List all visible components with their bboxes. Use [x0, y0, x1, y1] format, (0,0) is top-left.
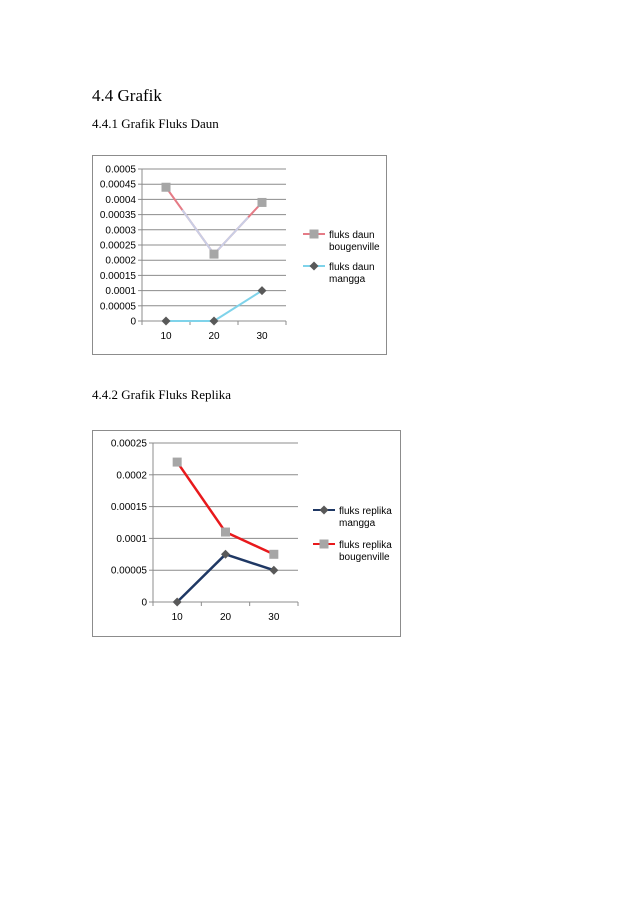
x-tick-label: 10: [171, 612, 183, 623]
chart-fluks-daun: [92, 155, 387, 355]
replika-series-1-point: [173, 458, 182, 467]
y-tick-label: 0.0005: [105, 164, 136, 176]
y-tick-label: 0.00045: [99, 179, 136, 191]
y-tick-label: 0.00005: [99, 301, 136, 313]
replika-series-0-line: [226, 554, 274, 570]
y-tick-label: 0.0003: [105, 225, 136, 237]
replika-legend-1-swatch-marker: [320, 540, 329, 549]
daun-legend-0-swatch-marker: [310, 230, 319, 239]
daun-series-0-point: [162, 183, 171, 192]
x-tick-label: 20: [208, 331, 220, 342]
y-tick-label: 0.0004: [105, 194, 136, 206]
daun-legend-1-label: mangga: [329, 274, 366, 285]
daun-series-1-point: [162, 317, 171, 326]
replika-series-1-line: [177, 462, 225, 532]
replika-series-1-point: [269, 550, 278, 559]
x-tick-label: 30: [256, 331, 268, 342]
replika-legend-1-label: fluks replika: [339, 540, 392, 551]
y-tick-label: 0.0001: [105, 286, 136, 298]
y-tick-label: 0.00005: [110, 565, 147, 577]
y-tick-label: 0.0001: [116, 533, 147, 545]
subheading-fluks-daun: 4.4.1 Grafik Fluks Daun: [92, 116, 219, 131]
x-tick-label: 10: [160, 331, 172, 342]
y-tick-label: 0.0002: [105, 255, 136, 267]
chart-fluks-replika: [92, 430, 401, 637]
daun-legend-0-label: fluks daun: [329, 230, 375, 241]
chart-fluks-daun-svg: [93, 156, 386, 354]
subheading-fluks-replika: 4.4.2 Grafik Fluks Replika: [92, 387, 232, 402]
daun-legend-1-swatch-marker: [310, 262, 319, 271]
replika-legend-1-label: bougenville: [339, 552, 390, 563]
y-tick-label: 0.00015: [99, 270, 136, 282]
x-tick-label: 20: [219, 612, 232, 623]
replika-legend-0-label: fluks replika: [339, 506, 392, 517]
y-tick-label: 0.00025: [99, 240, 136, 252]
y-tick-label: 0: [141, 597, 147, 609]
replika-legend-0-swatch-marker: [320, 506, 329, 515]
daun-series-0-point: [258, 198, 267, 207]
replika-series-1-line: [226, 532, 274, 554]
y-tick-label: 0.00035: [99, 210, 136, 222]
chart-fluks-replika-svg: [93, 431, 400, 636]
daun-series-0-line-blend: [183, 211, 214, 254]
daun-series-0-line-blend: [214, 218, 248, 254]
y-tick-label: 0: [130, 316, 136, 328]
daun-legend-1-label: fluks daun: [329, 262, 375, 273]
replika-series-0-line: [177, 554, 225, 602]
x-tick-label: 30: [268, 612, 280, 623]
replika-legend-0-label: mangga: [339, 518, 376, 529]
section-heading: 4.4 Grafik: [92, 86, 162, 105]
replika-series-1-point: [221, 528, 230, 537]
y-tick-label: 0.0002: [116, 470, 147, 482]
daun-series-0-point: [210, 250, 219, 259]
y-tick-label: 0.00025: [110, 438, 147, 450]
y-tick-label: 0.00015: [110, 502, 147, 514]
replika-series-0-point: [269, 566, 278, 575]
daun-legend-0-label: bougenville: [329, 242, 380, 253]
